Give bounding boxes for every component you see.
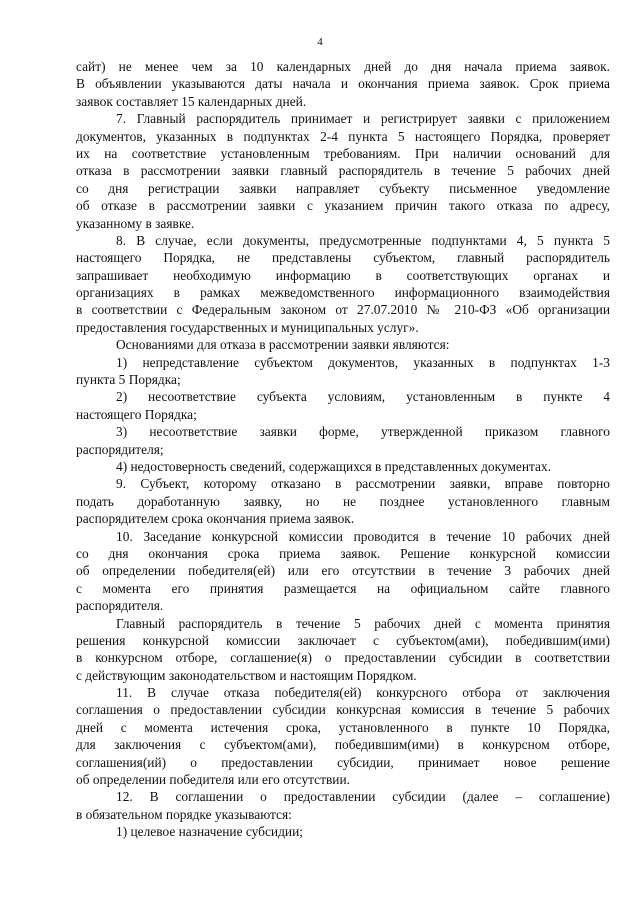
text-line: сайт) не менее чем за 10 календарных дней до дня начала приема заявок.	[76, 59, 610, 74]
text-line: соглашения(ий) о предоставлении субсидии, принимает новое решение	[76, 754, 610, 770]
text-line: дней с момента истечения срока, установленного в пункте 10 Порядка,	[76, 719, 610, 735]
text-line: заявок составляет 15 календарных дней.	[76, 93, 307, 109]
text-line: настоящего Порядка, не представлены субъектом, главный распорядитель	[76, 250, 610, 266]
text-line: в соответствии с Федеральным законом от 27.07.2010 № 210-ФЗ «Об организации	[76, 302, 610, 318]
text-line: их на соответствие установленным требованиям. При наличии оснований для	[76, 145, 610, 161]
text-line: 1) непредставление субъектом документов, указанных в подпунктах 1-3	[116, 354, 610, 370]
page-number: 4	[317, 36, 323, 48]
text-line: со дня окончания срока приема заявок. Решение конкурсной комиссии	[76, 545, 610, 561]
text-line: в обязательном порядке указываются:	[76, 806, 292, 822]
text-line: распорядителя.	[76, 598, 164, 614]
text-line: 1) целевое назначение субсидии;	[116, 824, 303, 840]
text-line: Основаниями для отказа в рассмотрении заявки являются:	[116, 337, 450, 353]
text-line: 7. Главный распорядитель принимает и регистрирует заявки с приложением	[116, 111, 610, 127]
text-line: указанному в заявке.	[76, 215, 195, 231]
text-line: 8. В случае, если документы, предусмотренные подпунктами 4, 5 пункта 5	[116, 232, 610, 248]
text-line: организациях в рамках межведомственного информационного взаимодействия	[76, 285, 610, 301]
text-line: решения конкурсной комиссии заключает с субъектом(ами), победившим(ими)	[76, 632, 610, 648]
document-body	[76, 58, 610, 841]
text-line: 11. В случае отказа победителя(ей) конкурсного отбора от заключения	[116, 685, 610, 701]
text-line: распорядителем срока окончания приема заявок.	[76, 511, 355, 527]
text-line: подать доработанную заявку, но не позднее установленного главным	[76, 493, 610, 509]
text-line: 3) несоответствие заявки форме, утвержденной приказом главного	[116, 424, 610, 440]
text-line: соглашения о предоставлении субсидии конкурсная комиссия в течение 5 рабочих	[76, 702, 610, 718]
text-line: предоставления государственных и муниципальных услуг».	[76, 319, 419, 335]
text-line: В объявлении указываются даты начала и окончания приема заявок. Срок приема	[76, 76, 610, 92]
text-line: с действующим законодательством и настоящим Порядком.	[76, 667, 417, 683]
text-line: об отказе в рассмотрении заявки с указанием причин такого отказа по адресу,	[76, 198, 610, 214]
text-line: 12. В соглашении о предоставлении субсидии (далее – соглашение)	[116, 789, 610, 805]
text-line: пункта 5 Порядка;	[76, 372, 181, 388]
text-line: распорядителя;	[76, 441, 164, 457]
text-line: для заключения с субъектом(ами), победившим(ими) в конкурсном отборе,	[76, 737, 610, 753]
text-line: об определении победителя или его отсутствии.	[76, 772, 350, 788]
text-line: об определении победителя(ей) или его отсутствии в течение 3 рабочих дней	[76, 563, 610, 579]
text-line: со дня регистрации заявки направляет субъекту письменное уведомление	[76, 180, 610, 196]
text-line: настоящего Порядка;	[76, 406, 197, 422]
text-line: запрашивает необходимую информацию в соответствующих органах и	[76, 267, 610, 283]
text-line: 2) несоответствие субъекта условиям, установленным в пункте 4	[116, 389, 610, 405]
text-line: с момента его принятия размещается на официальном сайте главного	[76, 580, 610, 596]
text-line: отказа в рассмотрении заявки главный распорядитель в течение 5 рабочих дней	[76, 163, 610, 179]
text-line: 10. Заседание конкурсной комиссии проводится в течение 10 рабочих дней	[116, 528, 610, 544]
text-line: 4) недостоверность сведений, содержащихся в представленных документах.	[116, 458, 552, 474]
text-line: документов, указанных в подпунктах 2-4 пункта 5 настоящего Порядка, проверяет	[76, 128, 610, 144]
text-line: в конкурсном отборе, соглашение(я) о предоставлении субсидии в соответствии	[76, 650, 610, 666]
text-line: Главный распорядитель в течение 5 рабочих дней с момента принятия	[116, 615, 610, 631]
text-line: 9. Субъект, которому отказано в рассмотрении заявки, вправе повторно	[116, 476, 610, 492]
